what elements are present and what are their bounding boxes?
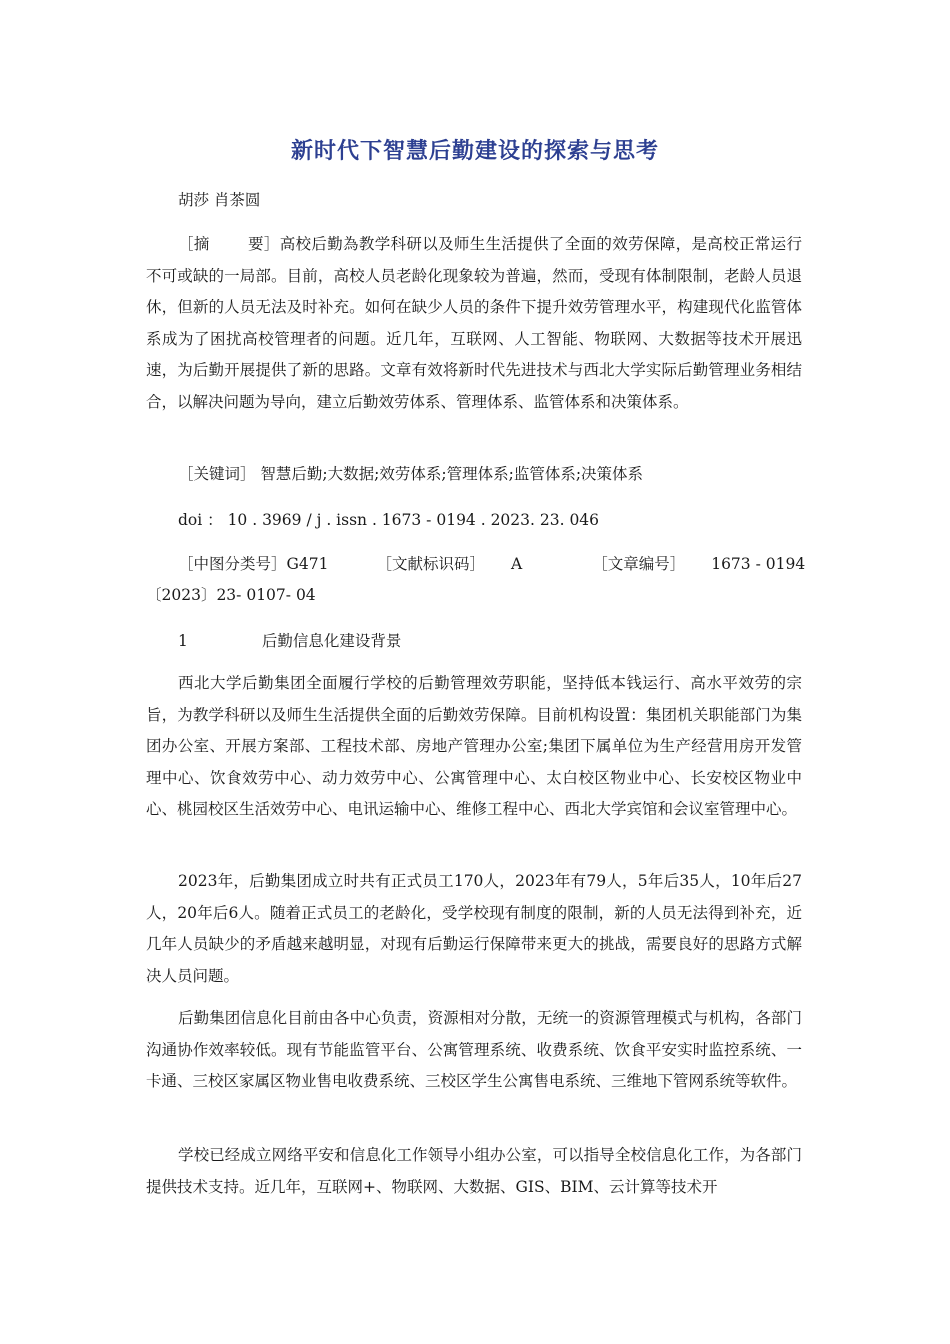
body-paragraph-3: 后勤集团信息化目前由各中心负责，资源相对分散，无统一的资源管理模式与机构，各部门沟通协作效率较低。现有节能监管平台、公寓管理系统、收费系统、饮食平安实时监控系统、一卡通、三校区家属区物业售电收费系统、三校区学生公寓售电系统、三维地下管网系统等软件。 xyxy=(146,1009,802,1090)
classification-line xyxy=(178,552,805,574)
body-paragraph-1: 西北大学后勤集团全面履行学校的后勤管理效劳职能，坚持低本钱运行、高水平效劳的宗旨，为教学科研以及师生生活提供全面的后勤效劳保障。目前机构设置：集团机关职能部门为集团办公室、开展方案部、工程技术部、房地产管理办公室;集团下属单位为生产经营用房开发管理中心、饮食效劳中心、动力效劳中心、公寓管理中心、太白校区物业中心、长安校区物业中心、桃园校区生活效劳中心、电讯运输中心、维修工程中心、西北大学宾馆和会议室管理中心。 xyxy=(146,674,802,818)
body-paragraph-4: 学校已经成立网络平安和信息化工作领导小组办公室，可以指导全校信息化工作，为各部门提供技术支持。近几年，互联网+、物联网、大数据、GIS、BIM、云计算等技术开 xyxy=(146,1146,802,1196)
clc-code: ［中图分类号］G471 xyxy=(178,555,329,573)
authors: 胡莎 肖茶圆 xyxy=(178,191,261,209)
section-title: 后勤信息化建设背景 xyxy=(261,632,402,650)
article-title: 新时代下智慧后勤建设的探索与思考 xyxy=(290,139,659,164)
article-no: 1673 - 0194 xyxy=(711,555,806,573)
section-number: 1 xyxy=(178,632,188,650)
abstract-paragraph xyxy=(146,229,802,418)
section-heading xyxy=(178,629,401,651)
abstract-text: 高校后勤為教学科研以及师生生活提供了全面的效劳保障，是高校正常运行不可或缺的一局部。目前，高校人员老龄化现象较为普遍，然而，受现有体制限制，老龄人员退休，但新的人员无法及时补充。如何在缺少人员的条件下提升效劳管理水平，构建现代化监管体系成为了困扰高校管理者的问题。近几年，互联网、人工智能、物联网、大数据等技术开展迅速，为后勤开展提供了新的思路。文章有效将新时代先进技术与西北大学实际后勤管理业务相结合，以解决问题为导向，建立后勤效劳体系、管理体系、监管体系和决策体系。 xyxy=(146,235,802,411)
abstract-label-close: 要］ xyxy=(247,235,280,253)
doc-code-label: ［文献标识码］ xyxy=(376,555,485,573)
article-no-label: ［文章编号］ xyxy=(592,555,686,573)
doi: doi ： 10 . 3969 / j . issn . 1673 - 0194 . 2023. 23. 046 xyxy=(178,511,600,529)
keywords: ［关键词］ 智慧后勤;大数据;效劳体系;管理体系;监管体系;决策体系 xyxy=(178,465,644,483)
abstract-label-open: ［摘 xyxy=(178,235,210,253)
doc-code: A xyxy=(510,555,523,573)
article-no-continued: 〔2023〕23- 0107- 04 xyxy=(146,586,316,604)
body-paragraph-2: 2023年，后勤集团成立时共有正式员工170人，2023年有79人，5年后35人，10年后27人，20年后6人。随着正式员工的老龄化，受学校现有制度的限制，新的人员无法得到补充，近几年人员缺少的矛盾越来越明显，对现有后勤运行保障带来更大的挑战，需要良好的思路方式解决人员问题。 xyxy=(146,872,802,985)
